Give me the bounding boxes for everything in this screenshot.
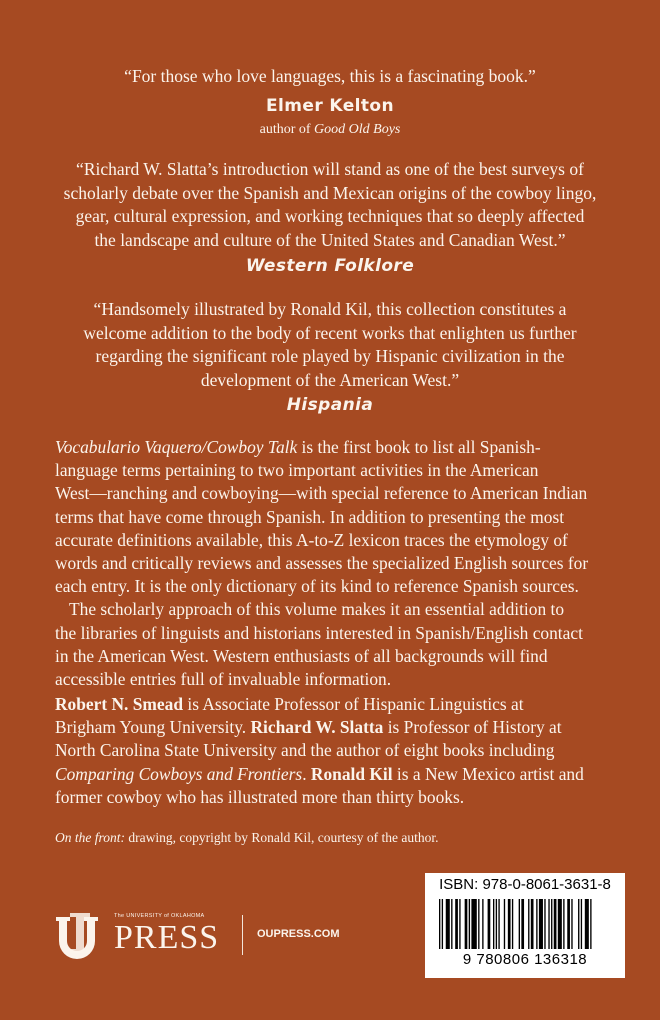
- quote-1-attribution: Elmer Kelton: [266, 96, 394, 116]
- barcode-icon: [439, 899, 611, 955]
- university-name: The UNIVERSITY of OKLAHOMA: [114, 913, 205, 919]
- illustrator-name: Ronald Kil: [310, 763, 393, 784]
- bio-line: Robert N. Smead is Associate Professor of Hispanic Linguistics at: [55, 694, 524, 714]
- description-line: accurate definitions available, this A-to-Z lexicon traces the etymology of: [55, 529, 568, 550]
- barcode-digits: 9 780806 136318: [462, 951, 588, 968]
- quote-2-line: the landscape and culture of the United States and Canadian West.”: [94, 229, 566, 250]
- publisher-logo: [52, 905, 340, 965]
- description-line: accessible entries full of invaluable information.: [55, 669, 392, 690]
- description-line: the libraries of linguists and historians interested in Spanish/English contact: [55, 622, 583, 643]
- isbn-label: ISBN: 978-0-8061-3631-8: [439, 876, 611, 893]
- barcode-box: [425, 873, 625, 978]
- quote-2-line: “Richard W. Slatta’s introduction will stand as one of the best surveys of: [76, 159, 584, 179]
- description-line: each entry. It is the only dictionary of its kind to reference Spanish sources.: [55, 576, 579, 597]
- quote-1-book-title: Good Old Boys: [314, 122, 401, 137]
- quote-1: [40, 65, 620, 89]
- description-line: words and critically reviews and assesses the specialized English sources for: [55, 553, 589, 574]
- author-name: Richard W. Slatta: [250, 717, 384, 738]
- bio-line: former cowboy who has illustrated more than thirty books.: [55, 786, 465, 807]
- bio-line: Comparing Cowboys and Frontiers. Ronald Kil is a New Mexico artist and: [55, 763, 584, 784]
- quote-1-text: “For those who love languages, this is a fascinating book.”: [124, 66, 536, 86]
- description-line: in the American West. Western enthusiasts of all backgrounds will find: [55, 645, 548, 666]
- cover-credit-label: On the front:: [55, 830, 125, 845]
- quote-3-attribution: Hispania: [286, 395, 374, 415]
- author-bios: [55, 693, 615, 809]
- quote-1-subattribution: author of Good Old Boys: [259, 122, 401, 137]
- quote-3-line: “Handsomely illustrated by Ronald Kil, this collection constitutes a: [93, 299, 567, 319]
- description-line: Vocabulario Vaquero/Cowboy Talk is the first book to list all Spanish-: [55, 437, 541, 457]
- description-line: terms that have come through Spanish. In addition to presenting the most: [55, 506, 565, 527]
- logo-divider: [242, 915, 243, 955]
- book-title: Comparing Cowboys and Frontiers: [55, 763, 303, 784]
- bio-line: North Carolina State University and the author of eight books including: [55, 740, 555, 761]
- description: [55, 436, 615, 691]
- quote-2-attribution: Western Folklore: [245, 256, 415, 276]
- quote-3-line: regarding the significant role played by Hispanic civilization in the: [95, 346, 565, 366]
- quote-3-line: development of the American West.”: [200, 369, 460, 390]
- description-line: language terms pertaining to two important activities in the American: [55, 460, 539, 481]
- quote-2-line: scholarly debate over the Spanish and Mexican origins of the cowboy lingo,: [63, 182, 597, 203]
- quote-3-line: welcome addition to the body of recent works that enlighten us further: [83, 322, 577, 343]
- quote-3: [40, 298, 620, 392]
- publisher-url: OUPRESS.COM: [257, 928, 340, 940]
- ou-monogram-icon: [52, 909, 108, 961]
- bio-line: Brigham Young University. Richard W. Slatta is Professor of History at: [55, 717, 562, 738]
- quote-2-line: gear, cultural expression, and working techniques that so deeply affected: [75, 206, 585, 226]
- description-line: West—ranching and cowboying—with special reference to American Indian: [55, 483, 588, 504]
- description-line: The scholarly approach of this volume makes it an essential addition to: [69, 599, 565, 620]
- book-title: Vocabulario Vaquero/Cowboy Talk: [55, 437, 298, 457]
- press-wordmark: PRESS: [114, 919, 220, 956]
- author-name: Robert N. Smead: [55, 694, 184, 714]
- quote-2: [40, 158, 620, 252]
- cover-credit: On the front: drawing, copyright by Ronald Kil, courtesy of the author.: [55, 830, 439, 845]
